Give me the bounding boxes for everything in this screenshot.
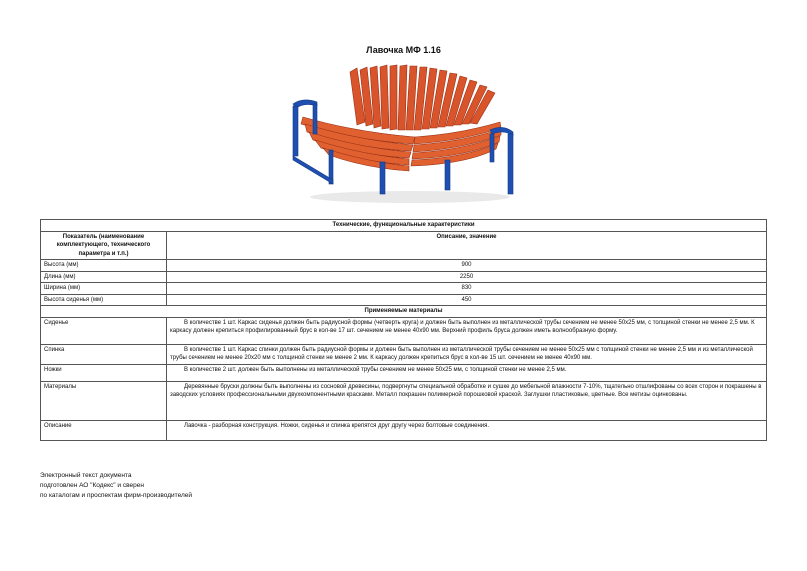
- table-header-row: [41, 231, 767, 260]
- material-description: Лавочка - разборная конструкция. Ножки, сиденья и спинка крепятся друг другу через болтовые соединения.: [167, 420, 767, 440]
- table-row: [41, 294, 767, 306]
- footer-line: Электронный текст документа: [40, 472, 132, 479]
- footer-line: по каталогам и проспектам фирм-производителей: [40, 492, 193, 499]
- bench-back-slats: [350, 65, 495, 130]
- section-characteristics-row: [41, 220, 767, 232]
- material-name: Спинка: [41, 344, 167, 364]
- table-row: [41, 260, 767, 272]
- param-value: 900: [167, 260, 767, 272]
- table-row: [41, 271, 767, 283]
- material-description: Деревянные бруски должны быть выполнены из сосновой древесины, подвергнуты специальной обработке и сушке до мебельной влажности 7-10%, тщательно отшлифованы со всех сторон и покрашены в заводских условиях профессиональными двухкомпонентными красками. Металл покрашен полимерной порошковой краской. Заглушки пластиковые, цветные. Все метизы оцинкованы.: [167, 381, 767, 420]
- param-value: 830: [167, 283, 767, 295]
- table-row: [41, 317, 767, 344]
- section-materials-title: Применяемые материалы: [41, 306, 767, 318]
- table-row: [41, 381, 767, 420]
- param-value: 2250: [167, 271, 767, 283]
- material-name: Ножки: [41, 364, 167, 381]
- material-name: Описание: [41, 420, 167, 440]
- material-description: В количестве 1 шт. Каркас сиденья должен быть радиусной формы (четверть круга) и должен быть выполнен из металлической трубы сечением не менее 50х25 мм, с толщиной стенки не менее 2,5 мм. К каркасу должен крепиться профилированный брус в кол-ве 17 шт. сечением не менее 40х90 мм. Верхний профиль бруса должен иметь волнообразную форму.: [167, 317, 767, 344]
- param-name: Длина (мм): [41, 271, 167, 283]
- material-name: Материалы: [41, 381, 167, 420]
- param-name: Высота (мм): [41, 260, 167, 272]
- param-name: Высота сиденья (мм): [41, 294, 167, 306]
- table-row: [41, 344, 767, 364]
- spec-table: [40, 219, 767, 441]
- col-indicator-header: Показатель (наименование комплектующего, технического параметра и т.п.): [41, 231, 167, 260]
- param-name: Ширина (мм): [41, 283, 167, 295]
- footer-note: [40, 471, 192, 501]
- table-row: [41, 364, 767, 381]
- col-description-header: Описание, значение: [167, 231, 767, 260]
- section-materials-row: [41, 306, 767, 318]
- footer-line: подготовлен АО "Кодекс" и сверен: [40, 482, 144, 489]
- param-value: 450: [167, 294, 767, 306]
- bench-image: [285, 62, 530, 207]
- section-characteristics-title: Технические, функциональные характеристики: [41, 220, 767, 232]
- table-row: [41, 420, 767, 440]
- material-name: Сиденье: [41, 317, 167, 344]
- document-title: Лавочка МФ 1.16: [366, 45, 441, 55]
- material-description: В количестве 2 шт. должен быть выполнены из металлической трубы сечением не менее 50х25 мм, с толщиной стенки не менее 2,5 мм.: [167, 364, 767, 381]
- material-description: В количестве 1 шт. Каркас спинки должен быть радиусной формы и должен быть выполнен из металлической трубы сечением не менее 50х25 мм с толщиной стенки не менее 2,5 мм и из металлической трубы сечением не менее 20х20 мм с толщиной стенки не менее 2 мм. К каркасу должен крепиться брус в кол-ве 15 шт. сечением не менее 40х90 мм.: [167, 344, 767, 364]
- table-row: [41, 283, 767, 295]
